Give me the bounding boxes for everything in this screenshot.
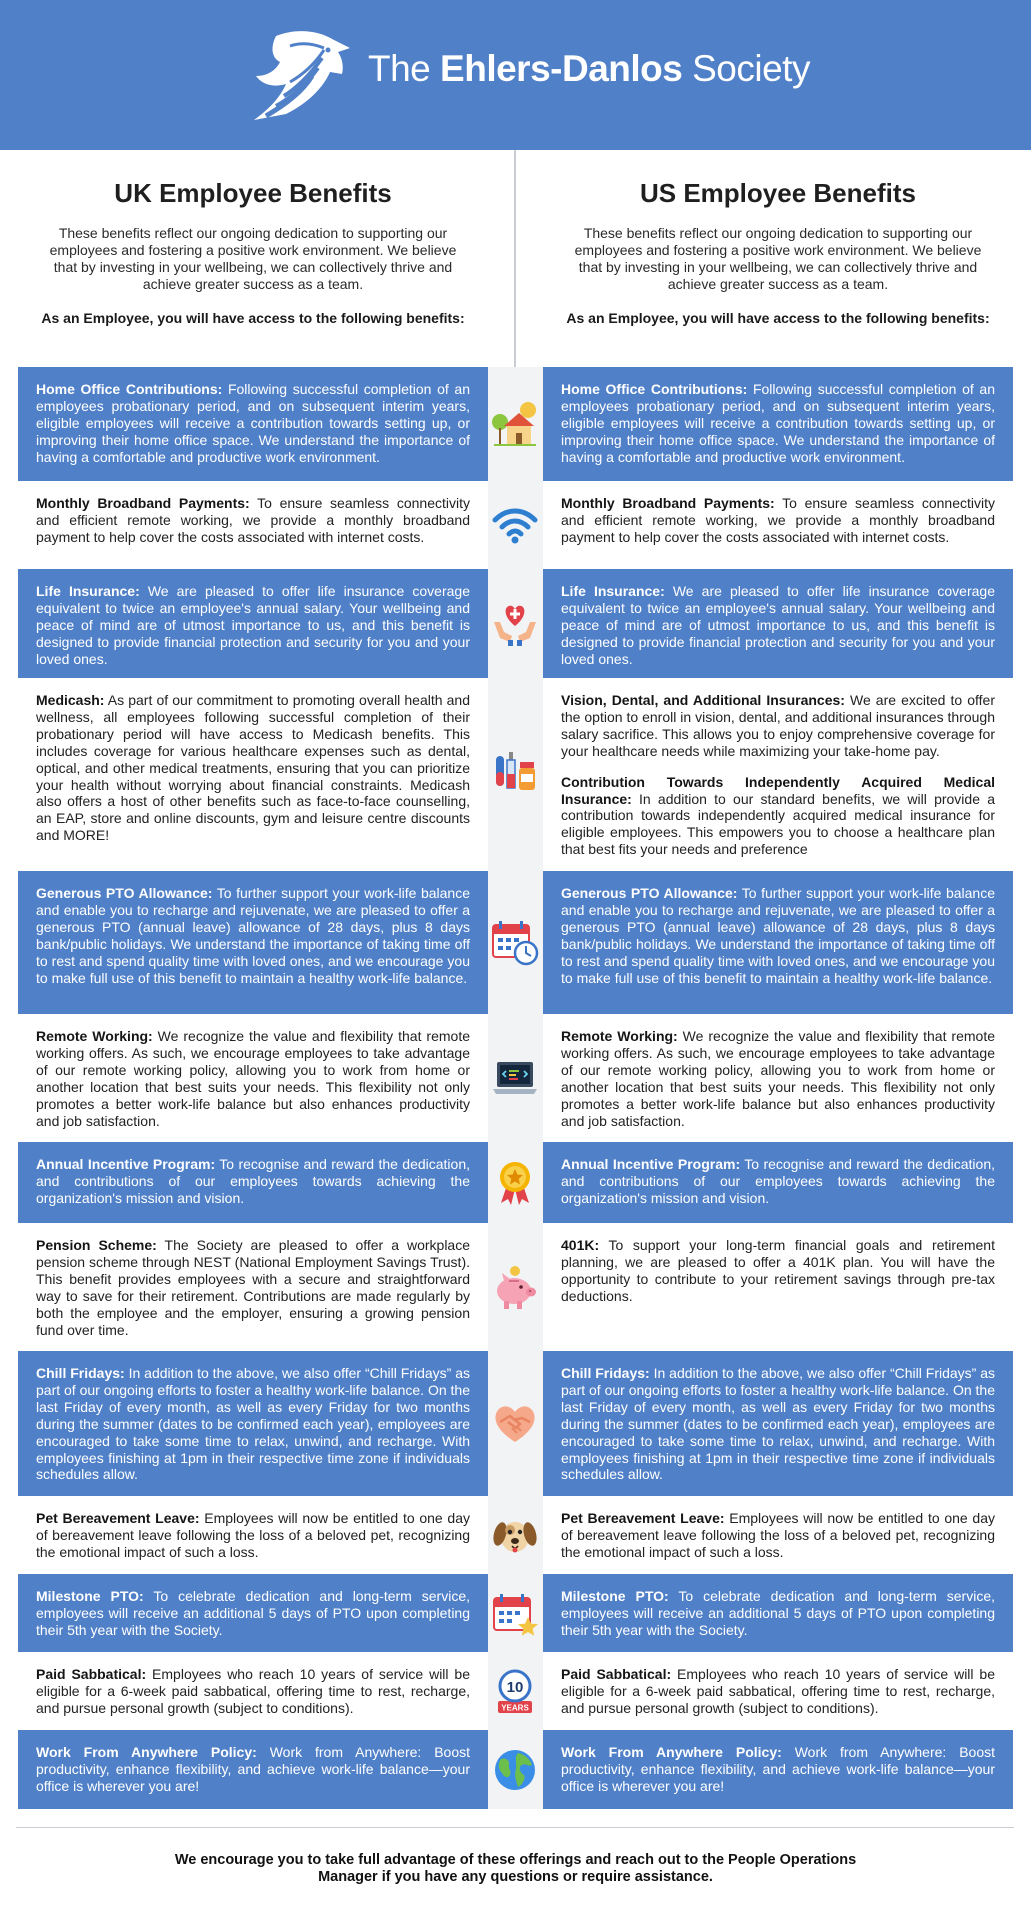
award-medal-icon xyxy=(490,1157,540,1207)
header-banner xyxy=(0,0,1031,150)
home-office-icon xyxy=(490,400,540,450)
uk-benefit-milestone-pto: Milestone PTO: To celebrate dedication and long-term service, employees will receive an additional 5 days of PTO upon completing their 5th year with the Society. xyxy=(18,1574,488,1652)
medical-icon xyxy=(490,748,540,798)
ten-years-label: YEARS xyxy=(501,1703,529,1713)
uk-benefit-broadband: Monthly Broadband Payments: To ensure seamless connectivity and efficient remote working, we provide a monthly broadband payment to help cover the costs associated with internet costs. xyxy=(18,481,488,569)
us-intro: These benefits reflect our ongoing dedication to supporting our employees and fostering a positive work environment. We believe that by investing in your wellbeing, we can collectively thrive and achieve greater success as a team. xyxy=(574,225,982,292)
wifi-icon xyxy=(490,500,540,550)
uk-benefit-life-insurance: Life Insurance: We are pleased to offer life insurance coverage equivalent to twice an employee's annual salary. Your wellbeing and peace of mind are of utmost importance to us, and this benefit is designed to provide financial protection and security for you and your loved ones. xyxy=(18,569,488,678)
uk-benefit-sabbatical: Paid Sabbatical: Employees who reach 10 years of service will be eligible for a 6-week paid sabbatical, offering time to rest, recharge, and pursue personal growth (subject to conditions). xyxy=(18,1652,488,1730)
us-benefit-vision-dental: Vision, Dental, and Additional Insurances: We are excited to offer the option to enroll in vision, dental, and additional insurances through salary sacrifice. This allows you to enjoy comprehensive coverage for your healthcare needs while maximizing your take-home pay. Contribution Towards Independently Acquired Medical Insurance: In addition to our standard benefits, we will provide a contribution towards independently acquired medical insurance for eligible employees. This empowers you to choose a healthcare plan that best fits your needs and preference xyxy=(543,678,1013,871)
uk-benefit-incentive: Annual Incentive Program: To recognise and reward the dedication, and contributions of our employees towards achieving the organization's mission and vision. xyxy=(18,1142,488,1223)
us-benefit-broadband: Monthly Broadband Payments: To ensure seamless connectivity and efficient remote working, we provide a monthly broadband payment to help cover the costs associated with internet costs. xyxy=(543,481,1013,569)
footer-divider xyxy=(16,1827,1014,1828)
uk-benefit-remote-working: Remote Working: We recognize the value and flexibility that remote working offers. As such, we encourage employees to take advantage of our remote working policy, allowing you to work from home or another location that best suits your needs. This flexibility not only promotes a better work-life balance but also enhances productivity and job satisfaction. xyxy=(18,1014,488,1142)
us-benefit-401k: 401K: To support your long-term financial goals and retirement planning, we are pleased to offer a 401K plan. You will have the opportunity to contribute to your retirement savings through pre-tax deductions. xyxy=(543,1223,1013,1351)
us-benefit-home-office: Home Office Contributions: Following successful completion of an employees probationary period, and on subsequent interim years, eligible employees will receive a contribution towards setting up, or improving their home office space. We understand the importance of having a comfortable and productive work environment. xyxy=(543,367,1013,481)
dog-icon xyxy=(490,1510,540,1560)
uk-lead: As an Employee, you will have access to the following benefits: xyxy=(41,310,465,326)
uk-benefit-pension: Pension Scheme: The Society are pleased to offer a workplace pension scheme through NEST (National Employment Savings Trust). This benefit provides employees with a secure and straightforward way to save for their retirement. Contributions are made regularly by both the employee and the employer, ensuring a growing pension fund over time. xyxy=(18,1223,488,1351)
uk-benefit-home-office: Home Office Contributions: Following successful completion of an employees probationary period, and on subsequent interim years, eligible employees will receive a contribution towards setting up, or improving their home office space. We understand the importance of having a comfortable and productive work environment. xyxy=(18,367,488,481)
uk-benefit-work-anywhere: Work From Anywhere Policy: Work from Anywhere: Boost productivity, enhance flexibility, and achieve work-life balance—your office is wherever you are! xyxy=(18,1730,488,1809)
calendar-clock-icon xyxy=(490,917,540,967)
uk-benefit-pto: Generous PTO Allowance: To further support your work-life balance and enable you to recharge and rejuvenate, we are pleased to offer a generous PTO (annual leave) allowance of 28 days, plus 8 days bank/public holidays. We understand the importance of taking time off to rest and spend quality time with loved ones, and we encourage you to make full use of this benefit to maintain a healthy work-life balance. xyxy=(18,871,488,1014)
us-title: US Employee Benefits xyxy=(640,178,916,208)
us-benefit-milestone-pto: Milestone PTO: To celebrate dedication and long-term service, employees will receive an additional 5 days of PTO upon completing their 5th year with the Society. xyxy=(543,1574,1013,1652)
laptop-code-icon xyxy=(490,1053,540,1103)
us-lead: As an Employee, you will have access to the following benefits: xyxy=(566,310,990,326)
uk-intro: These benefits reflect our ongoing dedication to supporting our employees and fostering a positive work environment. We believe that by investing in your wellbeing, we can collectively thrive and achieve greater success as a team. xyxy=(49,225,457,292)
uk-benefit-chill-fridays: Chill Fridays: In addition to the above, we also offer “Chill Fridays” as part of our ongoing efforts to foster a healthy work-life balance. On the last Friday of every month, as well as every Friday for two months during the summer (dates to be confirmed each year), employees are encouraged to take some time to relax, unwind, and recharge. With employees finishing at 1pm in their respective time zone if individuals schedules allow. xyxy=(18,1351,488,1496)
us-benefit-chill-fridays: Chill Fridays: In addition to the above, we also offer “Chill Fridays” as part of our ongoing efforts to foster a healthy work-life balance. On the last Friday of every month, as well as every Friday for two months during the summer (dates to be confirmed each year), employees are encouraged to take some time to relax, unwind, and recharge. With employees finishing at 1pm in their respective time zone if individuals schedules allow. xyxy=(543,1351,1013,1496)
uk-benefit-medicash: Medicash: As part of our commitment to promoting overall health and wellness, all employees following successful completion of their probationary period will have access to Medicash benefits. This includes coverage for various healthcare expenses such as dental, optical, and other medical treatments, ensuring that you can prioritize your health without worrying about financial constraints. Medicash also offers a host of other benefits such as face-to-face counselling, an EAP, store and online discounts, gym and leisure centre discounts and MORE! xyxy=(18,678,488,871)
life-insurance-icon xyxy=(490,598,540,648)
brand-name: The Ehlers-Danlos Society xyxy=(368,48,810,89)
piggy-bank-icon xyxy=(490,1263,540,1313)
us-benefit-life-insurance: Life Insurance: We are pleased to offer life insurance coverage equivalent to twice an employee's annual salary. Your wellbeing and peace of mind are of utmost importance to us, and this benefit is designed to provide financial protection and security for you and your loved ones. xyxy=(543,569,1013,678)
calendar-star-icon xyxy=(490,1589,540,1639)
us-benefit-remote-working: Remote Working: We recognize the value and flexibility that remote working offers. As such, we encourage employees to take advantage of our remote working policy, allowing you to work from home or another location that best suits your needs. This flexibility not only promotes a better work-life balance but also enhances productivity and job satisfaction. xyxy=(543,1014,1013,1142)
us-column-header xyxy=(543,178,1013,326)
ten-years-number: 10 xyxy=(506,1679,524,1696)
us-benefit-incentive: Annual Incentive Program: To recognise and reward the dedication, and contributions of our employees towards achieving the organization's mission and vision. xyxy=(543,1142,1013,1223)
us-benefit-pto: Generous PTO Allowance: To further support your work-life balance and enable you to recharge and rejuvenate, we are pleased to offer a generous PTO (annual leave) allowance of 28 days, plus 8 days bank/public holidays. We understand the importance of taking time off to rest and spend quality time with loved ones, and we encourage you to make full use of this benefit to maintain a healthy work-life balance. xyxy=(543,871,1013,1014)
globe-icon xyxy=(490,1745,540,1795)
zebra-logo-icon xyxy=(246,26,356,122)
us-benefit-work-anywhere: Work From Anywhere Policy: Work from Anywhere: Boost productivity, enhance flexibility, and achieve work-life balance—your office is wherever you are! xyxy=(543,1730,1013,1809)
uk-title: UK Employee Benefits xyxy=(114,178,392,208)
us-benefit-sabbatical: Paid Sabbatical: Employees who reach 10 years of service will be eligible for a 6-week paid sabbatical, offering time to rest, recharge, and pursue personal growth (subject to conditions). xyxy=(543,1652,1013,1730)
column-divider xyxy=(514,150,516,368)
ten-years-icon xyxy=(490,1667,540,1717)
footer-note: We encourage you to take full advantage of these offerings and reach out to the People Operations Manager if you have any questions or require assistance. xyxy=(174,1852,857,1885)
handshake-heart-icon xyxy=(490,1398,540,1448)
us-benefit-pet-bereavement: Pet Bereavement Leave: Employees will now be entitled to one day of bereavement leave following the loss of a beloved pet, recognizing the emotional impact of such a loss. xyxy=(543,1496,1013,1574)
uk-benefit-pet-bereavement: Pet Bereavement Leave: Employees will now be entitled to one day of bereavement leave following the loss of a beloved pet, recognizing the emotional impact of such a loss. xyxy=(18,1496,488,1574)
uk-column-header xyxy=(18,178,488,326)
